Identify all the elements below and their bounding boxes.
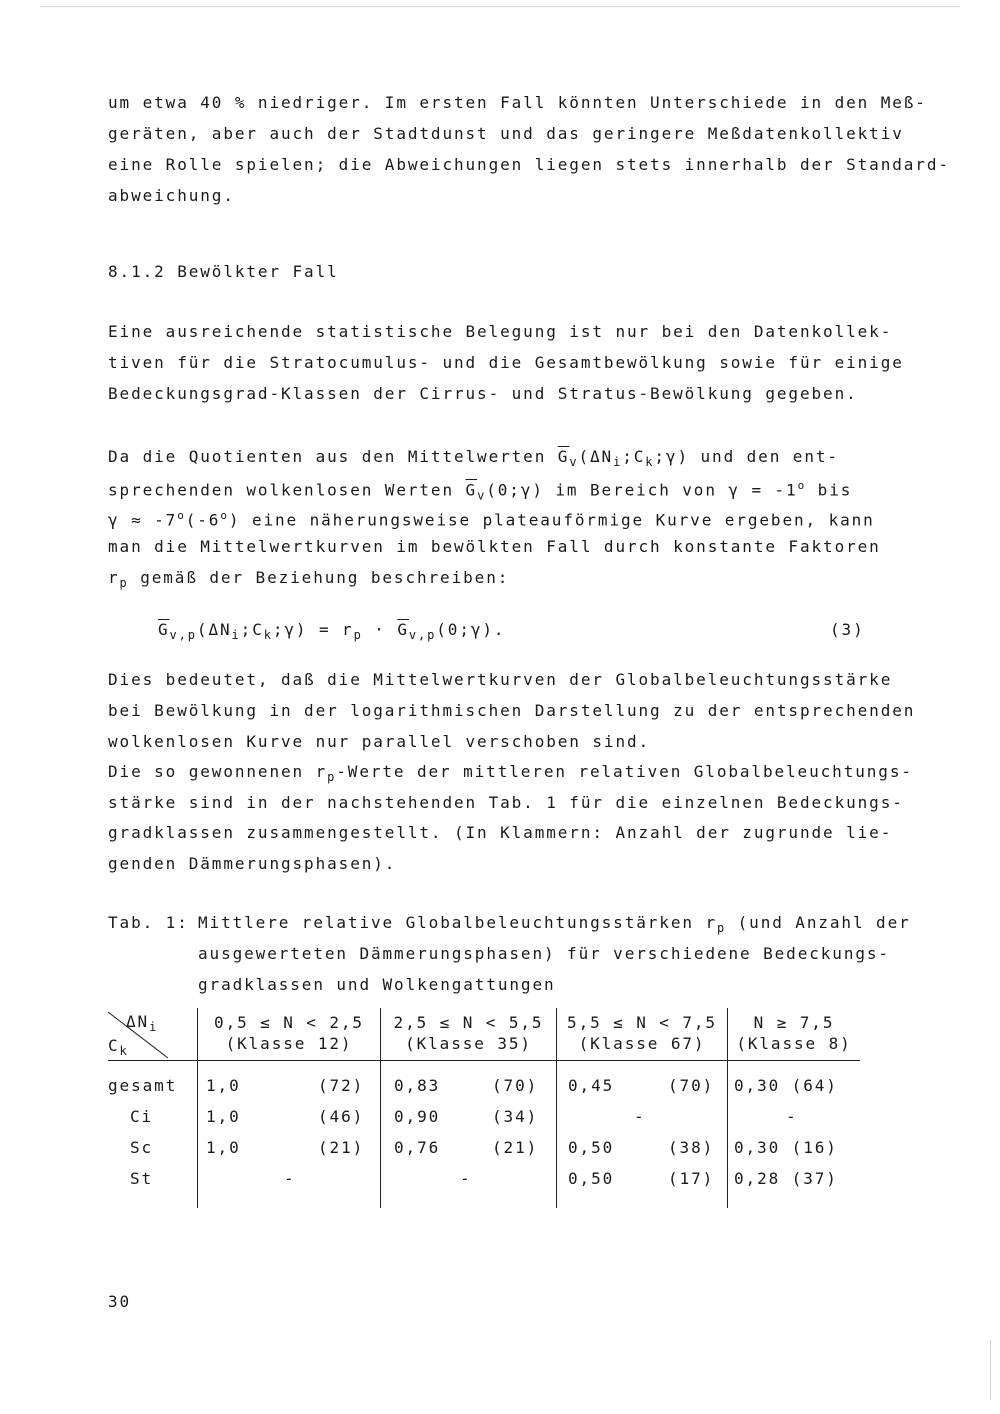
column-header-klasse: (Klasse 35) bbox=[405, 1034, 532, 1053]
table-cell: - bbox=[786, 1107, 798, 1126]
row-label: Sc bbox=[130, 1138, 154, 1157]
table-caption-label: Tab. 1: bbox=[108, 913, 189, 932]
table-cell: 0,30 (16) bbox=[734, 1138, 838, 1157]
table-cell: 1,0 bbox=[206, 1107, 241, 1126]
column-header-klasse: (Klasse 67) bbox=[578, 1034, 706, 1053]
table-cell: 1,0 bbox=[206, 1076, 241, 1095]
column-header-range: 2,5 ≤ N < 5,5 bbox=[393, 1013, 544, 1032]
paragraph-line: abweichung. bbox=[108, 186, 235, 205]
section-heading: 8.1.2 Bewölkter Fall bbox=[108, 262, 339, 281]
paragraph-line: um etwa 40 % niedriger. Im ersten Fall könnten Unterschiede in den Meß- bbox=[108, 93, 927, 112]
page-number: 30 bbox=[108, 1292, 132, 1311]
paragraph-line: Da die Quotienten aus den Mittelwerten $\overline{G}_v(\Delta N_i;C_k;\gamma)$ und den ent- bbox=[108, 447, 839, 470]
table-cell: - bbox=[460, 1169, 472, 1188]
column-header-range: 0,5 ≤ N < 2,5 bbox=[214, 1013, 364, 1032]
paragraph-line: gradklassen zusammengestellt. (In Klammern: Anzahl der zugrunde lie- bbox=[108, 823, 893, 842]
paragraph-line: tiven für die Stratocumulus- und die Gesamtbewölkung sowie für einige bbox=[108, 353, 904, 372]
table-cell: (70) bbox=[492, 1076, 539, 1095]
table-cell: (46) bbox=[318, 1107, 365, 1126]
paragraph-line: geräten, aber auch der Stadtdunst und das geringere Meßdatenkollektiv bbox=[108, 124, 904, 143]
table-cell: (72) bbox=[318, 1076, 365, 1095]
row-label: St bbox=[130, 1169, 154, 1188]
equation: $\overline{G}_{v,p}(\Delta N_i;C_k;\gamma) = r_p$ · $\overline{G}_{v,p}(0;\gamma)$. bbox=[158, 620, 506, 643]
paragraph-line: Bedeckungsgrad-Klassen der Cirrus- und Stratus-Bewölkung gegeben. bbox=[108, 384, 858, 403]
column-header-range: 5,5 ≤ N < 7,5 bbox=[567, 1013, 717, 1032]
scan-edge-line bbox=[990, 1340, 991, 1400]
table-cell: (34) bbox=[492, 1107, 539, 1126]
table-cell: 0,45 bbox=[568, 1076, 615, 1095]
corner-label-ck: $C_k$ bbox=[108, 1036, 129, 1059]
scan-edge-line bbox=[40, 6, 960, 7]
paragraph-line: bei Bewölkung in der logarithmischen Darstellung zu der entsprechenden bbox=[108, 701, 916, 720]
row-label: gesamt bbox=[108, 1076, 178, 1095]
paragraph-line: genden Dämmerungsphasen). bbox=[108, 854, 397, 873]
table-cell: 0,50 bbox=[568, 1138, 615, 1157]
corner-label-delta-n: $\Delta N_i$ bbox=[126, 1012, 159, 1035]
paragraph-line: $\gamma \approx -7^o(-6^o)$ eine näherungsweise plateauförmige Kurve ergeben, kann bbox=[108, 509, 875, 530]
table-cell: (17) bbox=[668, 1169, 715, 1188]
table-cell: (21) bbox=[318, 1138, 365, 1157]
paragraph-line: eine Rolle spielen; die Abweichungen liegen stets innerhalb der Standard- bbox=[108, 155, 950, 174]
table-cell: (38) bbox=[668, 1138, 715, 1157]
table-cell: 0,90 bbox=[394, 1107, 441, 1126]
table-cell: (70) bbox=[668, 1076, 715, 1095]
table-cell: - bbox=[284, 1169, 296, 1188]
table-divider bbox=[108, 1060, 860, 1061]
paragraph-line: sprechenden wolkenlosen Werten $\overline{G}_v(0;\gamma)$ im Bereich von $\gamma = -1^o$ bis bbox=[108, 479, 853, 503]
table-cell: 1,0 bbox=[206, 1138, 241, 1157]
table-cell: 0,76 bbox=[394, 1138, 441, 1157]
paragraph-line: $r_p$ gemäß der Beziehung beschreiben: bbox=[108, 568, 510, 591]
table-caption-line: gradklassen und Wolkengattungen bbox=[198, 975, 556, 994]
column-header-klasse: (Klasse 12) bbox=[225, 1034, 353, 1053]
paragraph-line: wolkenlosen Kurve nur parallel verschoben sind. bbox=[108, 732, 651, 751]
paragraph-line: man die Mittelwertkurven im bewölkten Fall durch konstante Faktoren bbox=[108, 537, 881, 556]
table-cell: 0,50 bbox=[568, 1169, 615, 1188]
data-table bbox=[108, 1008, 860, 1210]
table-cell: 0,28 (37) bbox=[734, 1169, 838, 1188]
paragraph-line: Eine ausreichende statistische Belegung ist nur bei den Datenkollek- bbox=[108, 322, 893, 341]
column-header-range: N ≥ 7,5 bbox=[753, 1013, 835, 1032]
paragraph-line: stärke sind in der nachstehenden Tab. 1 für die einzelnen Bedeckungs- bbox=[108, 793, 904, 812]
table-cell: - bbox=[634, 1107, 646, 1126]
paragraph-line: Dies bedeutet, daß die Mittelwertkurven der Globalbeleuchtungsstärke bbox=[108, 670, 893, 689]
row-label: Ci bbox=[130, 1107, 154, 1126]
table-caption-line: Mittlere relative Globalbeleuchtungsstärken $r_p$ (und Anzahl der bbox=[198, 913, 911, 936]
table-cell: (21) bbox=[492, 1138, 539, 1157]
table-cell: 0,83 bbox=[394, 1076, 441, 1095]
paragraph-line: Die so gewonnenen $r_p$-Werte der mittleren relativen Globalbeleuchtungs- bbox=[108, 762, 913, 785]
column-header-klasse: (Klasse 8) bbox=[736, 1034, 852, 1053]
table-caption-line: ausgewerteten Dämmerungsphasen) für verschiedene Bedeckungs- bbox=[198, 944, 890, 963]
table-cell: 0,30 (64) bbox=[734, 1076, 838, 1095]
equation-number: (3) bbox=[830, 620, 865, 639]
